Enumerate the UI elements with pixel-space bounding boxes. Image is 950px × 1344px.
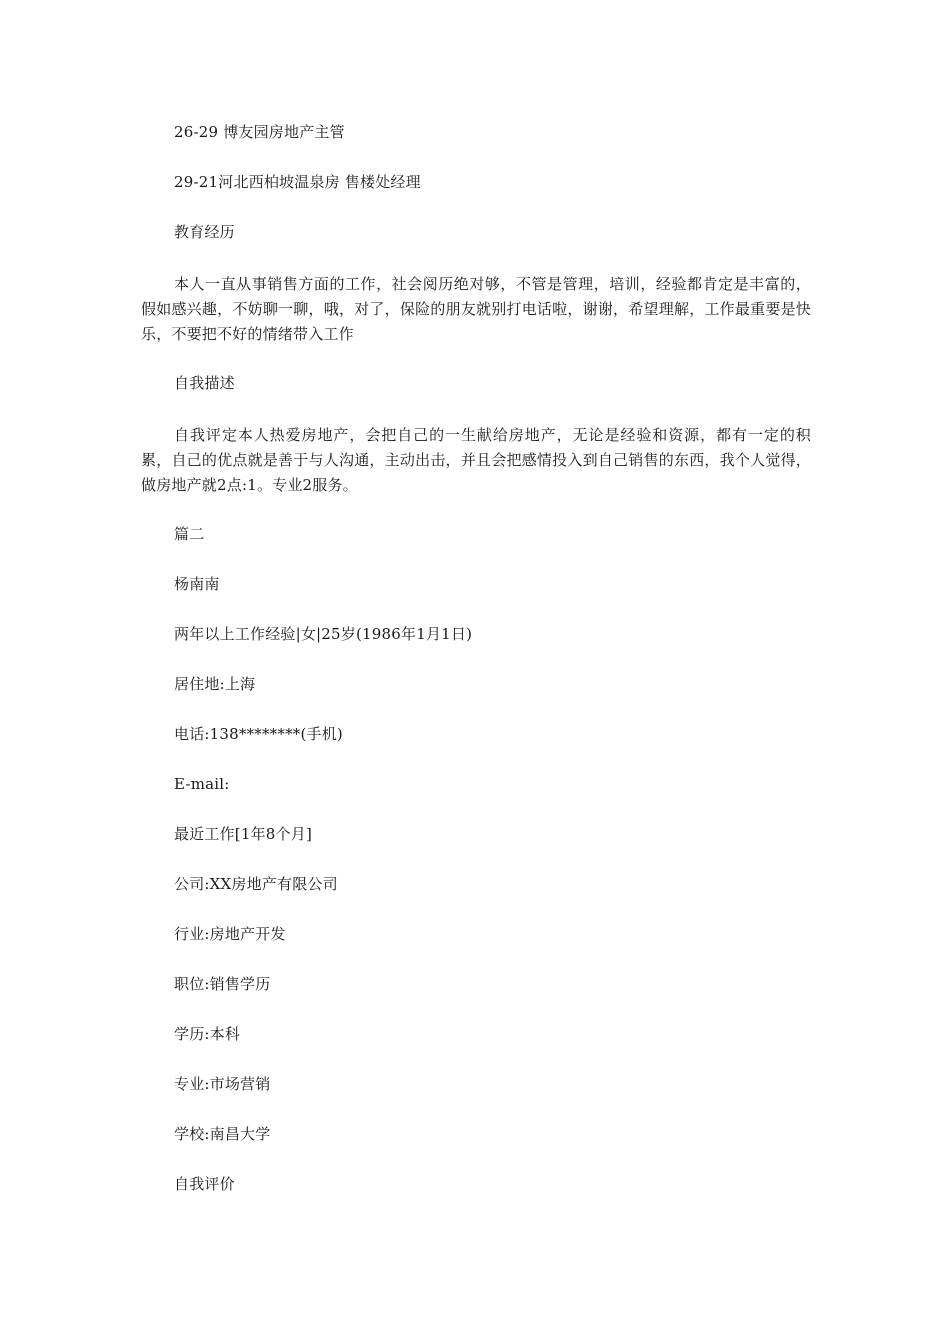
company-line: 公司:XX房地产有限公司 [174,875,338,893]
degree-line: 学历:本科 [174,1025,241,1043]
major-line: 专业:市场营销 [174,1075,271,1093]
school-line: 学校:南昌大学 [174,1125,271,1143]
recent-work-line: 最近工作[1年8个月] [174,825,312,843]
work-history-line-1: 26-29 博友园房地产主管 [174,123,345,141]
self-description-paragraph: 自我评定本人热爱房地产，会把自己的一生献给房地产，无论是经验和资源，都有一定的积累，自己的优点就是善于与人沟通，主动出击，并且会把感情投入到自己销售的东西，我个人觉得，做房地产就2点:1。专业2服务。 [141,426,811,494]
education-paragraph: 本人一直从事销售方面的工作，社会阅历绝对够，不管是管理，培训，经验都肯定是丰富的，假如感兴趣，不妨聊一聊，哦，对了，保险的朋友就别打电话啦，谢谢，希望理解，工作最重要是快乐，不要把不好的情绪带入工作 [141,275,811,343]
candidate-summary: 两年以上工作经验|女|25岁(1986年1月1日) [174,625,473,643]
section-heading-self-description: 自我描述 [174,374,235,392]
position-line: 职位:销售学历 [174,975,271,993]
work-history-line-2: 29-21河北西柏坡温泉房 售楼处经理 [174,173,421,191]
section-heading-self-evaluation: 自我评价 [174,1175,235,1193]
email-line: E-mail: [174,775,230,793]
phone-line: 电话:138********(手机) [174,725,343,743]
section-heading-education: 教育经历 [174,223,235,241]
document-body [141,122,811,1224]
residence-line: 居住地:上海 [174,675,256,693]
industry-line: 行业:房地产开发 [174,925,286,943]
candidate-name: 杨南南 [174,575,220,593]
section-heading-part-two: 篇二 [174,525,205,543]
